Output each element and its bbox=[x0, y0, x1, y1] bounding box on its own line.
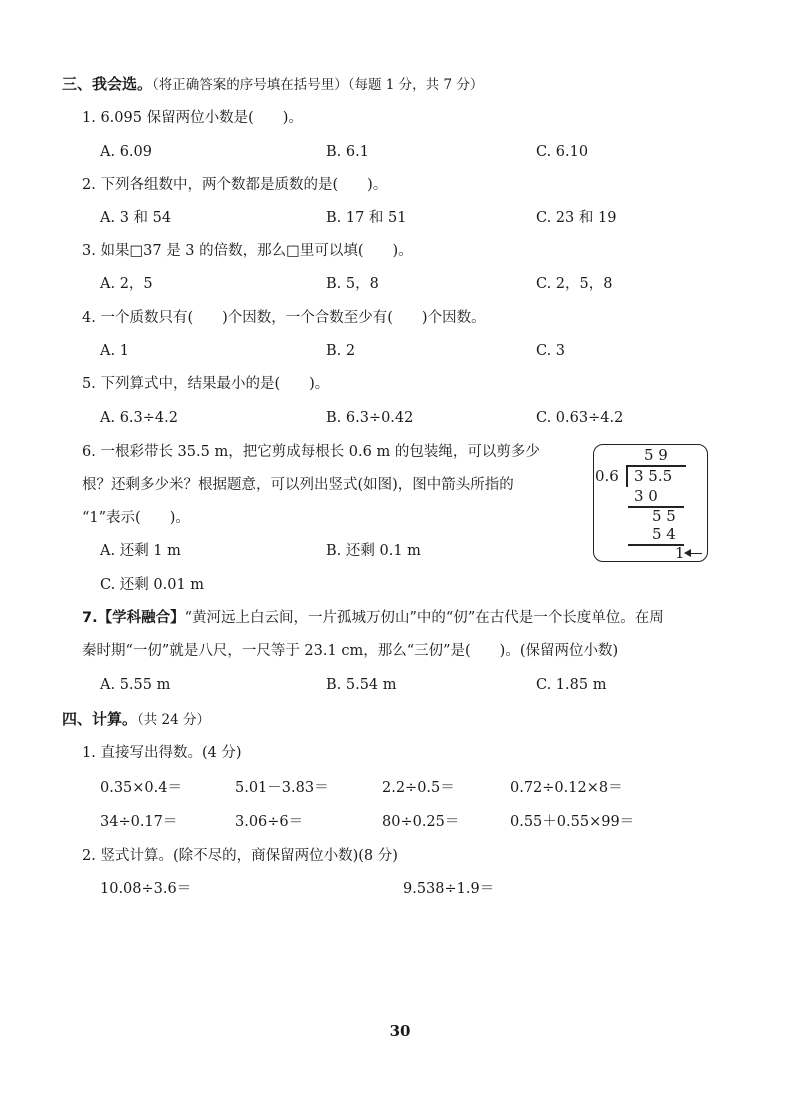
figure-step-1: 3 0 bbox=[634, 487, 658, 505]
calc-item: 5.01－3.83＝ bbox=[235, 780, 329, 796]
question-6-line-1: 6. 一根彩带长 35.5 m，把它剪成每根长 0.6 m 的包装绳，可以剪多少 bbox=[82, 444, 540, 460]
question-4-option-a: A. 1 bbox=[100, 343, 129, 359]
division-bracket bbox=[626, 465, 628, 487]
section-4-heading bbox=[62, 709, 210, 730]
question-5-option-a: A. 6.3÷4.2 bbox=[100, 410, 178, 426]
question-7-option-b: B. 5.54 m bbox=[326, 677, 397, 693]
question-1-stem: 1. 6.095 保留两位小数是( )。 bbox=[82, 110, 303, 126]
question-5-option-b: B. 6.3÷0.42 bbox=[326, 410, 414, 426]
question-2-option-c: C. 23 和 19 bbox=[536, 210, 617, 226]
question-4-stem: 4. 一个质数只有( )个因数，一个合数至少有( )个因数。 bbox=[82, 310, 486, 326]
question-5-option-c: C. 0.63÷4.2 bbox=[536, 410, 624, 426]
question-3-option-b: B. 5，8 bbox=[326, 276, 379, 292]
calc-item: 0.55＋0.55×99＝ bbox=[510, 814, 635, 830]
section-3-heading bbox=[62, 74, 483, 95]
section-4-title: 四、计算。 bbox=[62, 710, 138, 728]
section-3-note: （将正确答案的序号填在括号里）（每题 1 分，共 7 分） bbox=[152, 77, 484, 93]
calc-item: 2.2÷0.5＝ bbox=[382, 780, 455, 796]
question-2-stem: 2. 下列各组数中，两个数都是质数的是( )。 bbox=[82, 177, 388, 193]
figure-remainder: 1 bbox=[675, 544, 685, 562]
figure-step-3: 5 4 bbox=[652, 525, 676, 543]
long-division-figure bbox=[593, 444, 708, 562]
question-7-line-2: 秦时期“一仞”就是八尺，一尺等于 23.1 cm，那么“三仞”是( )。(保留两位小数) bbox=[82, 643, 619, 659]
question-4-option-b: B. 2 bbox=[326, 343, 356, 359]
page-number: 30 bbox=[389, 1022, 411, 1040]
question-2-option-a: A. 3 和 54 bbox=[100, 210, 172, 226]
question-7-option-c: C. 1.85 m bbox=[536, 677, 607, 693]
question-3-stem: 3. 如果□37 是 3 的倍数，那么□里可以填( )。 bbox=[82, 243, 413, 259]
question-6-option-c: C. 还剩 0.01 m bbox=[100, 577, 205, 593]
question-5-stem: 5. 下列算式中，结果最小的是( )。 bbox=[82, 376, 330, 392]
question-7-tag: 7.【学科融合】 bbox=[82, 610, 185, 626]
arrow-left-icon bbox=[684, 549, 691, 557]
question-3-option-a: A. 2，5 bbox=[100, 276, 153, 292]
calc-item: 3.06÷6＝ bbox=[235, 814, 304, 830]
figure-divisor: 0.6 bbox=[595, 467, 619, 485]
question-4-option-c: C. 3 bbox=[536, 343, 566, 359]
question-7-line-1 bbox=[82, 608, 664, 628]
question-1-option-b: B. 6.1 bbox=[326, 144, 369, 160]
question-7-line-1-text: “黄河远上白云间，一片孤城万仞山”中的“仞”在古代是一个长度单位。在周 bbox=[184, 610, 664, 626]
section-4-note: （共 24 分） bbox=[137, 712, 211, 728]
question-6-line-3: “1”表示( )。 bbox=[82, 510, 190, 526]
part-1-title: 1. 直接写出得数。(4 分) bbox=[82, 745, 242, 761]
question-3-option-c: C. 2，5，8 bbox=[536, 276, 613, 292]
vertical-calc-item: 10.08÷3.6＝ bbox=[100, 881, 192, 897]
question-2-option-b: B. 17 和 51 bbox=[326, 210, 407, 226]
calc-item: 34÷0.17＝ bbox=[100, 814, 178, 830]
question-6-option-a: A. 还剩 1 m bbox=[100, 543, 181, 559]
calc-item: 80÷0.25＝ bbox=[382, 814, 460, 830]
figure-dividend: 3 5.5 bbox=[634, 467, 673, 485]
question-6-option-b: B. 还剩 0.1 m bbox=[326, 543, 421, 559]
question-7-option-a: A. 5.55 m bbox=[100, 677, 171, 693]
question-1-option-a: A. 6.09 bbox=[100, 144, 152, 160]
question-1-option-c: C. 6.10 bbox=[536, 144, 589, 160]
figure-quotient: 5 9 bbox=[644, 446, 668, 464]
section-3-title: 三、我会选。 bbox=[62, 75, 153, 93]
figure-step-2: 5 5 bbox=[652, 507, 676, 525]
calc-item: 0.35×0.4＝ bbox=[100, 780, 182, 796]
vertical-calc-item: 9.538÷1.9＝ bbox=[403, 881, 495, 897]
part-2-title: 2. 竖式计算。(除不尽的，商保留两位小数)(8 分) bbox=[82, 848, 398, 864]
question-6-line-2: 根？还剩多少米？根据题意，可以列出竖式(如图)，图中箭头所指的 bbox=[82, 477, 514, 493]
calc-item: 0.72÷0.12×8＝ bbox=[510, 780, 623, 796]
